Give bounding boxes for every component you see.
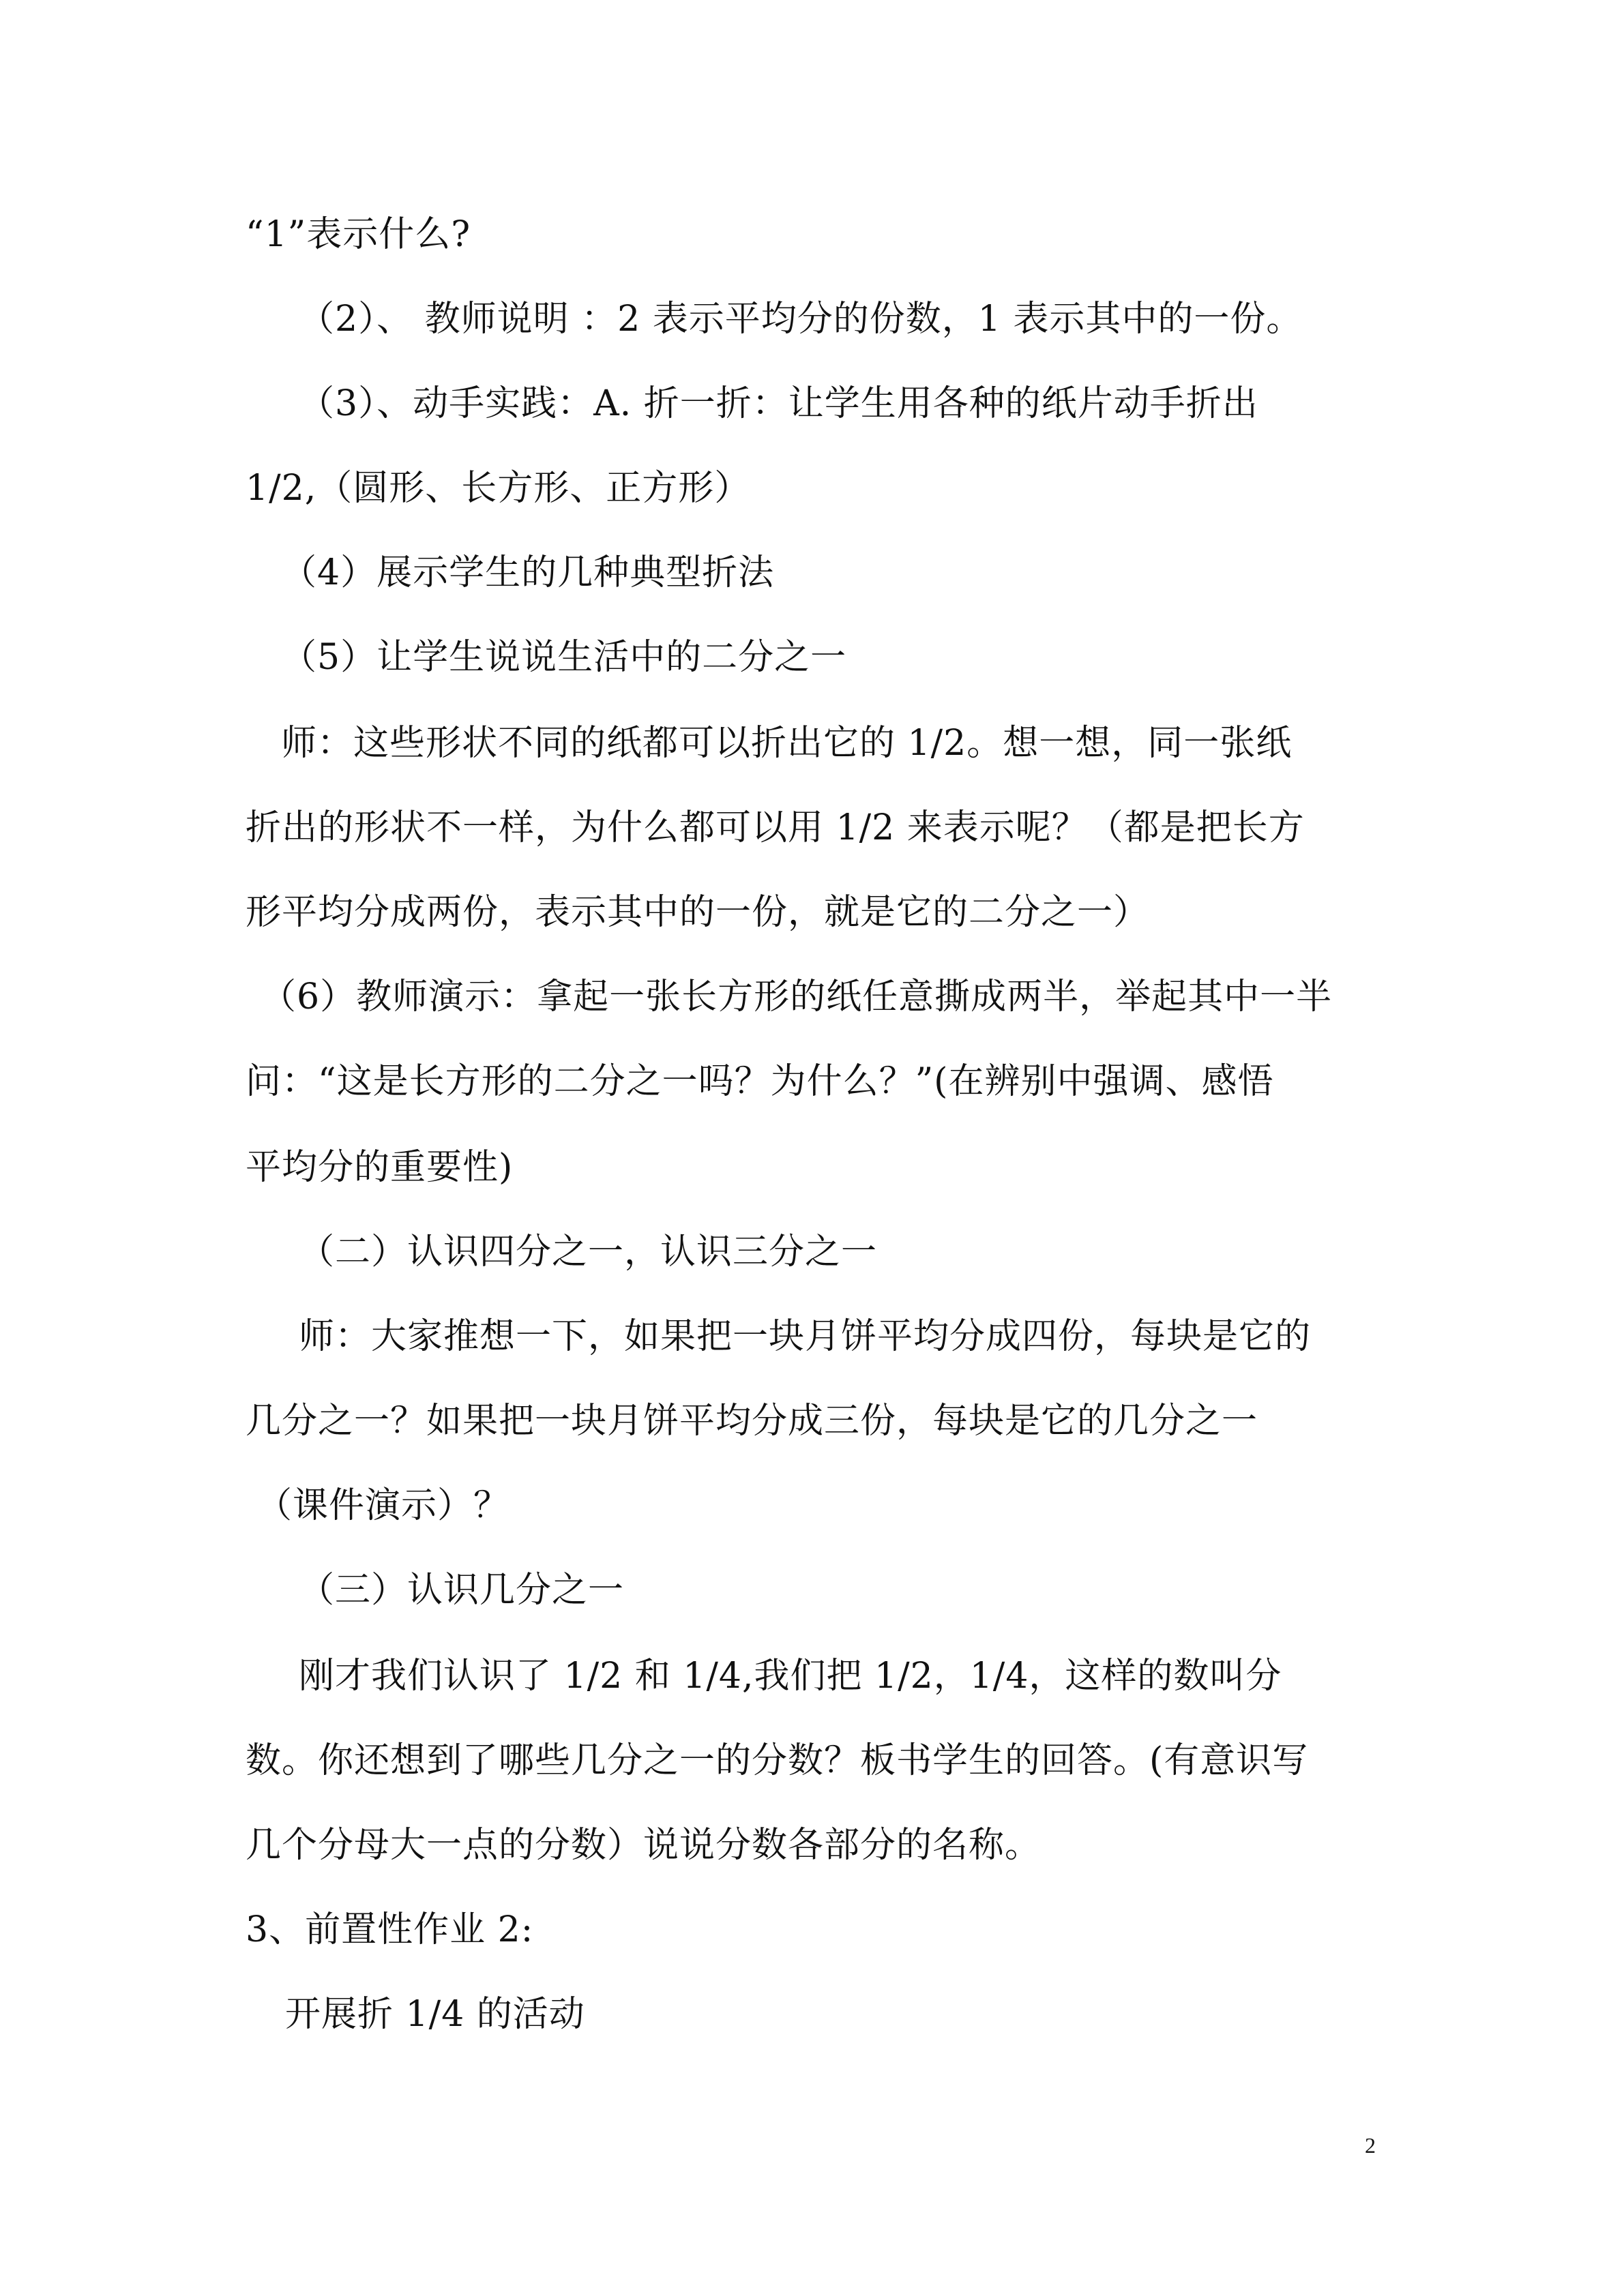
text-line: 折出的形状不一样，为什么都可以用 1/2 来表示呢？（都是把长方 (246, 807, 1305, 848)
text-line: 平均分的重要性) (246, 1147, 514, 1188)
text-line: 刚才我们认识了 1/2 和 1/4,我们把 1/2，1/4，这样的数叫分 (299, 1656, 1282, 1697)
text-line: （3）、动手实践：A. 折一折：让学生用各种的纸片动手折出 (299, 383, 1258, 424)
text-line: 师：这些形状不同的纸都可以折出它的 1/2。想一想，同一张纸 (281, 723, 1293, 764)
text-line: （4）展示学生的几种典型折法 (281, 552, 775, 593)
text-line: 形平均分成两份，表示其中的一份，就是它的二分之一） (246, 892, 1150, 933)
text-line: 开展折 1/4 的活动 (285, 1994, 585, 2035)
text-line: （5）让学生说说生活中的二分之一 (281, 637, 847, 678)
page-number: 2 (1365, 2133, 1376, 2158)
text-line: 师：大家推想一下，如果把一块月饼平均分成四份，每块是它的 (299, 1316, 1312, 1357)
text-line: （2）、 教师说明 ：2 表示平均分的份数，1 表示其中的一份。 (299, 299, 1303, 340)
text-line: 几个分母大一点的分数）说说分数各部分的名称。 (246, 1825, 1042, 1866)
text-line: （课件演示）？ (256, 1485, 510, 1526)
text-line: 3、前置性作业 2: (246, 1909, 534, 1950)
text-line: （三）认识几分之一 (299, 1570, 625, 1611)
text-line: 数。你还想到了哪些几分之一的分数？板书学生的回答。(有意识写 (246, 1740, 1309, 1781)
text-line: （6）教师演示：拿起一张长方形的纸任意撕成两半，举起其中一半 (261, 976, 1333, 1017)
text-line: “1”表示什么? (246, 214, 471, 255)
text-line: 问：“这是长方形的二分之一吗？为什么？”(在辨别中强调、感悟 (246, 1061, 1274, 1102)
text-line: 几分之一？如果把一块月饼平均分成三份，每块是它的几分之一 (246, 1401, 1258, 1442)
text-line: （二）认识四分之一，认识三分之一 (299, 1232, 878, 1272)
text-line: 1/2,（圆形、长方形、正方形） (246, 468, 751, 509)
